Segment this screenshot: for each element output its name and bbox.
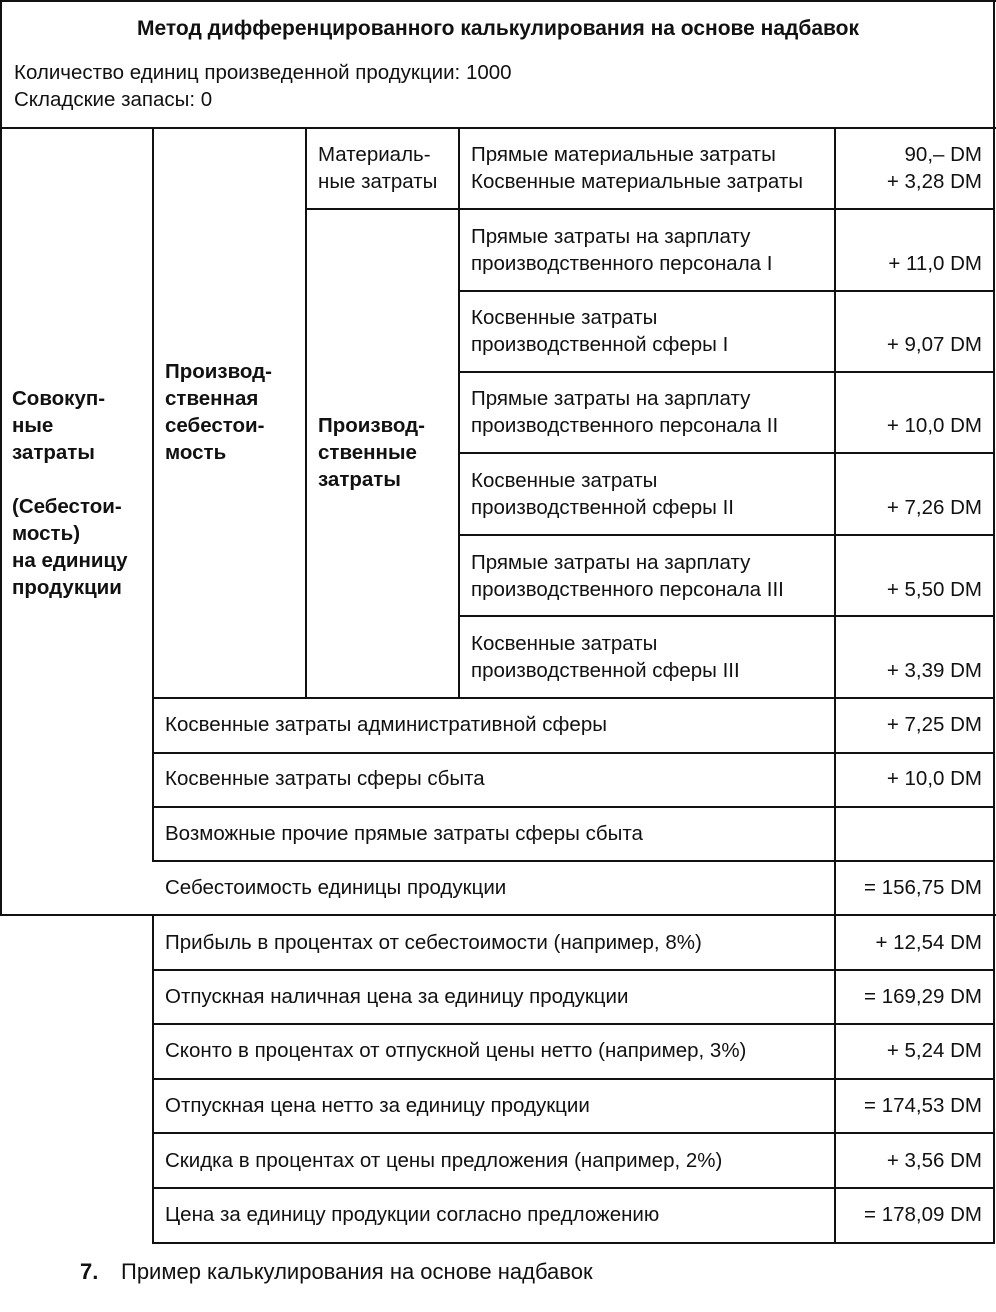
table-title: Метод дифференцированного калькулирования на основе надбавок xyxy=(137,17,859,40)
row-value: + 10,0 DM xyxy=(886,767,982,790)
row-line-other xyxy=(152,860,995,862)
row-line-price-2 xyxy=(152,1023,995,1025)
stock-line: Складские запасы: 0 xyxy=(14,88,213,111)
row-label: Прямые материальные затраты xyxy=(471,143,776,166)
row-label: производственной сферы III xyxy=(471,659,740,682)
row-value: = 169,29 DM xyxy=(864,985,982,1008)
row-value: + 3,39 DM xyxy=(886,659,982,682)
row-value: 90,– DM xyxy=(904,143,982,166)
row-label: производственного персонала III xyxy=(471,578,784,601)
row-value: + 5,50 DM xyxy=(886,578,982,601)
calculation-table: Метод дифференцированного калькулирования на основе надбавок Количество единиц произведенной продукции: 1000 Складские запасы: 0 Совокуп- ные затраты (Себестои- мость) на единицу продукции Производ- ственная себестои- мость Материаль- ные затраты Производ- ственные затраты Прямые материальные затраты Косвенные материальные затраты 90,– DM + 3,28 DM Прямые затраты на зарплату производственного персонала I + 11,0 DM Косвенные затраты производственной сферы I + 9,07 DM Прямые затраты на зарплату производственного персонала II + 10,0 DM Косвенные затраты производственной сферы II + 7,26 DM Прямые затраты на зарплату производственного персонала III + 5,50 DM Косвенные затраты производственной сферы III + 3,39 DM Косвенные затраты административной сферы + 7,25 DM Косвенные затраты сферы сбыта + 10,0 DM Возможные прочие прямые затраты сферы сбыта Себестоимость единицы продукции = 156,75 DM Прибыль в процентах от себестоимости (например, 8%) + 12,54 DM Отпускная наличная цена за единицу продукции = 169,29 DM Сконто в процентах от отпускной цены нетто (например, 3%) + 5,24 DM Отпускная цена нетто за единицу продукции = 174,53 DM Скидка в процентах от цены предложения (например, 2%) + 3,56 DM Цена за единицу продукции согласно предложению = 178,09 DM xyxy=(0,0,996,1312)
row-label: Себестоимость единицы продукции xyxy=(165,876,507,899)
row-label: Отпускная цена нетто за единицу продукции xyxy=(165,1094,590,1117)
row-label: Косвенные затраты xyxy=(471,469,658,492)
row-value: + 10,0 DM xyxy=(886,414,982,437)
row-line-p1 xyxy=(458,290,995,292)
row-label: Скидка в процентах от цены предложения (например, 2%) xyxy=(165,1149,723,1172)
row-line-p4 xyxy=(458,534,995,536)
row-value: + 7,26 DM xyxy=(886,496,982,519)
row-label: Косвенные затраты xyxy=(471,306,658,329)
col-divider-2 xyxy=(305,127,307,698)
row-value: + 9,07 DM xyxy=(886,333,982,356)
row-value: + 7,25 DM xyxy=(886,713,982,736)
row-label: производственной сферы I xyxy=(471,333,729,356)
row-line-price-1 xyxy=(152,969,995,971)
row-line-unit-cost xyxy=(0,914,996,916)
row-label: производственного персонала I xyxy=(471,252,773,275)
table-bottom-border xyxy=(152,1242,995,1244)
table-top-border xyxy=(0,0,996,2)
row-value: + 5,24 DM xyxy=(886,1039,982,1062)
table-right-border xyxy=(993,0,995,1244)
row-line-materials xyxy=(305,208,995,210)
row-value: + 3,28 DM xyxy=(886,170,982,193)
caption-number: 7. xyxy=(80,1259,99,1284)
row-line-price-5 xyxy=(152,1187,995,1189)
row-line-p5 xyxy=(458,615,995,617)
col-divider-value xyxy=(834,127,836,1244)
row-label: Цена за единицу продукции согласно предложению xyxy=(165,1203,660,1226)
row-line-price-3 xyxy=(152,1078,995,1080)
col-divider-3 xyxy=(458,127,460,698)
row-value: + 3,56 DM xyxy=(886,1149,982,1172)
row-line-price-4 xyxy=(152,1132,995,1134)
row-label: Сконто в процентах от отпускной цены нетто (например, 3%) xyxy=(165,1039,747,1062)
table-left-border xyxy=(0,0,2,915)
header-bottom-border xyxy=(0,127,996,129)
row-label: производственного персонала II xyxy=(471,414,779,437)
row-label: Косвенные затраты административной сферы xyxy=(165,713,607,736)
row-label: Отпускная наличная цена за единицу продукции xyxy=(165,985,629,1008)
row-value: = 178,09 DM xyxy=(864,1203,982,1226)
row-label: Прямые затраты на зарплату xyxy=(471,225,751,248)
row-value: + 12,54 DM xyxy=(875,931,982,954)
row-line-admin xyxy=(152,752,995,754)
row-line-production-end xyxy=(152,697,995,699)
row-line-p3 xyxy=(458,452,995,454)
row-value: = 174,53 DM xyxy=(864,1094,982,1117)
caption-text: Пример калькулирования на основе надбавок xyxy=(121,1259,593,1284)
row-label: Возможные прочие прямые затраты сферы сбыта xyxy=(165,822,643,845)
row-label: Косвенные затраты сферы сбыта xyxy=(165,767,485,790)
row-line-p2 xyxy=(458,371,995,373)
row-label: Прямые затраты на зарплату xyxy=(471,387,751,410)
row-label: производственной сферы II xyxy=(471,496,734,519)
row-value: + 11,0 DM xyxy=(888,252,982,275)
row-line-sales xyxy=(152,806,995,808)
row-label: Прямые затраты на зарплату xyxy=(471,551,751,574)
row-label: Косвенные материальные затраты xyxy=(471,170,803,193)
row-label: Прибыль в процентах от себестоимости (например, 8%) xyxy=(165,931,702,954)
row-value: = 156,75 DM xyxy=(864,876,982,899)
row-label: Косвенные затраты xyxy=(471,632,658,655)
quantity-line: Количество единиц произведенной продукции: 1000 xyxy=(14,61,512,84)
